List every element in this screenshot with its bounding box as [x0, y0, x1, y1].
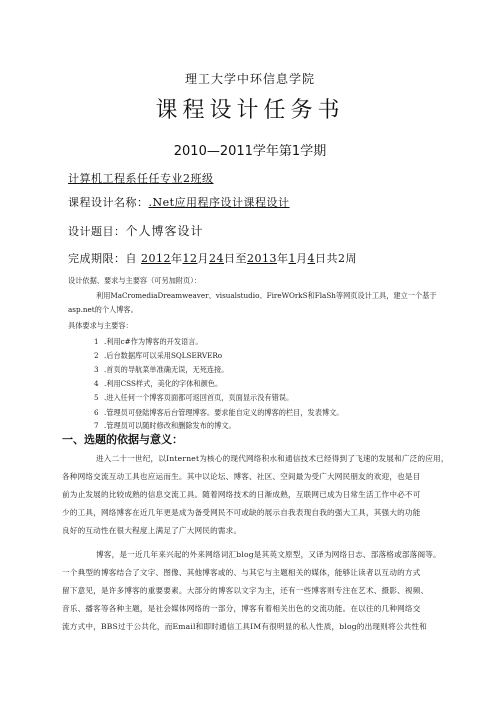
total-weeks: 2	[338, 252, 346, 265]
requirement-item	[94, 351, 222, 361]
major-class-line	[68, 170, 214, 186]
design-topic-label: 设计题目：	[68, 225, 126, 238]
deadline-text: 日共	[315, 252, 338, 265]
paragraph-line: 少的工具，网络博客在近几年更是成为备受网民不可或缺的展示自我表现自我的强大工具，其强大的功能	[62, 508, 421, 517]
requirement-item	[94, 379, 222, 389]
paragraph-line: 各种网络交流互动工具也应运而生。其中以论坛、博客、社区、空间最为受广大网民朋友的欢迎，也是目	[62, 472, 421, 481]
requirement-item	[94, 337, 203, 347]
section-heading: 一、选题的依据与意义：	[62, 433, 183, 446]
deadline-prefix: 完成期限：自	[68, 252, 137, 265]
end-month: 1	[288, 252, 296, 265]
requirement-number: 1	[94, 337, 99, 346]
requirement-text: .首页的导航菜单准确无误，无死连接。	[104, 365, 229, 374]
major-class-text: 计算机工程系任任专业2班级	[68, 172, 214, 185]
requirement-item	[94, 421, 236, 431]
design-topic-value: 个人博客设计	[125, 224, 204, 238]
requirement-number: 3	[94, 365, 99, 374]
paragraph-line: 流方式中，BBS过于公共化，而Email和即时通信工具IM有很明显的私人性质，blog的出现则将公共性和	[62, 622, 427, 631]
requirement-text: .利用c#作为博客的开发语言。	[104, 337, 203, 346]
paragraph-line: 前为止发展的比较成熟的信息交流工具。随着网络技术的日渐成熟，互联网已成为日常生活工作中必不可	[62, 490, 421, 499]
requirement-text: .管理员可登陆博客后台管理博客。要求能自定义的博客的栏目，发表博文。	[104, 408, 344, 417]
paragraph-line: 留下意见，是许多博客的重要要素。大部分的博客以文字为主，还有一些博客则专注在艺术、摄影、视频、	[62, 586, 429, 595]
deadline-text: 年	[277, 252, 289, 265]
requirements-heading: 具体要求与主要容：	[68, 321, 133, 330]
deadline-text: 日至	[224, 252, 247, 265]
requirement-item	[94, 393, 293, 403]
document-title: 课程设计任务书	[155, 98, 345, 123]
paragraph-line: 一个典型的博客结合了文字、图像、其他博客或的、与其它与主题相关的媒体，能够让读者以互动的方式	[62, 568, 421, 577]
deadline-text: 周	[345, 252, 357, 265]
paragraph-line: 良好的互动性在很大程度上满足了广大网民的需求。	[62, 526, 242, 535]
academic-term: 2010—2011学年第1学期	[173, 144, 327, 159]
paragraph-line: 博客，是一近几年来兴起的外来网络词汇blog是其英文原型，又译为网络日志、部落格或部落阁等。	[96, 550, 441, 559]
end-day: 4	[307, 252, 315, 265]
requirement-text: .进入任何一个博客页面都可返回首页，页面显示没有错误。	[104, 393, 294, 402]
requirement-number: 2	[94, 351, 99, 360]
requirement-number: 6	[94, 408, 99, 417]
course-name-label: 课程设计名称：	[68, 196, 149, 209]
deadline-text: 月	[197, 252, 209, 265]
basis-line-1: 利用MaCromediaDreamweaver、visualstudio、FireWOrkS和FlaSh等网页设计工具，建立一个基于	[96, 291, 437, 300]
deadline-text: 月	[296, 252, 308, 265]
requirement-text: .利用CSS样式，美化的字体和颜色。	[104, 379, 223, 388]
requirement-item	[94, 408, 343, 418]
deadline-line	[68, 250, 357, 266]
school-name: 理工大学中环信息学院	[184, 72, 315, 86]
paragraph-line: 音乐、播客等各种主题，是社会媒体网络的一部分，博客有着相关出色的交流功能。在以往的几种网络交	[62, 604, 421, 613]
end-year: 2013	[247, 252, 277, 265]
requirement-text: .后台数据库可以采用SQLSERVERo	[104, 351, 223, 360]
requirement-number: 4	[94, 379, 99, 388]
design-topic-line	[68, 222, 204, 239]
requirement-text: .管理员可以随时修改和删除发布的博文。	[104, 421, 236, 430]
course-name-value: .Net应用程序设计课程设计	[148, 196, 290, 209]
basis-heading: 设计依据、要求与主要容（可另加附页）：	[68, 276, 201, 285]
start-day: 24	[209, 252, 224, 265]
requirement-number: 7	[94, 421, 99, 430]
basis-line-2: asp.net的个人博客。	[68, 305, 138, 314]
start-year: 2012	[141, 252, 171, 265]
course-name-line	[68, 194, 290, 210]
requirement-item	[94, 365, 228, 375]
requirement-number: 5	[94, 393, 99, 402]
paragraph-line: 进入二十一世纪，以Internet为核心的现代网络积水和通信技术已经得到了飞速的发展和广泛的应用，	[96, 454, 449, 463]
deadline-text: 年	[171, 252, 183, 265]
start-month: 12	[182, 252, 198, 265]
